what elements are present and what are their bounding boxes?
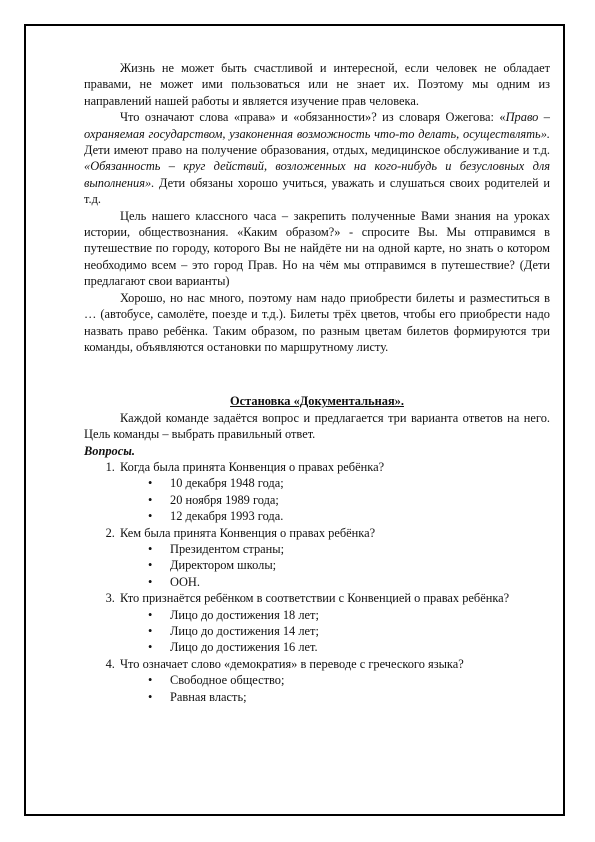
answer-option: • Лицо до достижения 14 лет;	[160, 623, 550, 639]
answer-option: • Директором школы;	[160, 557, 550, 573]
definition-duty: «Обязанность – круг действий, возложенных на кого-нибудь и безусловных для выполнения».	[84, 159, 550, 190]
answer-options	[120, 672, 550, 705]
question-text: Когда была принята Конвенция о правах ребёнка?	[120, 459, 385, 474]
paragraph-definitions	[84, 109, 550, 207]
question-text: Что означает слово «демократия» в переводе с греческого языка?	[120, 656, 464, 671]
paragraph-goal: Цель нашего классного часа – закрепить полученные Вами знания на уроках истории, обществознания. «Каким образом?» - спросите Вы. Мы отправимся в путешествие по городу, которого Вы не найдёте ни на одной карте, но знать о котором необходимо всем – это город Прав. Но на чём мы отправимся в путешествие? (Дети предлагают свои варианты)	[84, 208, 550, 289]
answer-options	[120, 541, 550, 590]
question-item	[118, 459, 550, 525]
answer-option: • Лицо до достижения 16 лет.	[160, 639, 550, 655]
question-item	[118, 590, 550, 656]
paragraph-intro: Жизнь не может быть счастливой и интересной, если человек не обладает правами, не может ими пользоваться или не знает их. Поэтому мы одним из направлений нашей работы и является изучение прав человека.	[84, 61, 550, 108]
answer-option: • 12 декабря 1993 года.	[160, 508, 550, 524]
stop-heading: Остановка «Документальная».	[230, 394, 404, 409]
answer-option: • Лицо до достижения 18 лет;	[160, 607, 550, 623]
answer-option: • Равная власть;	[160, 689, 550, 705]
questions-list	[84, 459, 550, 705]
definition-right: Право – охраняемая государством, узаконенная возможность что-то делать, осуществлять».	[84, 110, 550, 141]
definitions-right-examples: Дети имеют право на получение образования, отдых, медицинское обслуживание и т.д.	[84, 143, 550, 158]
question-item	[118, 525, 550, 591]
definitions-duty-examples: Дети обязаны хорошо учиться, уважать и слушаться своих родителей и т.д.	[84, 175, 550, 207]
answer-options	[120, 475, 550, 524]
question-item	[118, 656, 550, 705]
paragraph-tickets: Хорошо, но нас много, поэтому нам надо приобрести билеты и разместиться в … (автобусе, самолёте, поезде и т.д.). Билеты трёх цветов, чтобы его приобрести надо назвать право ребёнка. Таким образом, по разным цветам билетов формируются три команды, объявляются остановки по маршрутному листу.	[84, 290, 550, 354]
answer-option: • Президентом страны;	[160, 541, 550, 557]
section-spacer	[84, 355, 550, 393]
answer-option: • ООН.	[160, 574, 550, 590]
answer-option: • 20 ноября 1989 года;	[160, 492, 550, 508]
definitions-lead: Что означают слова «права» и «обязанности»? из словаря Ожегова: «	[120, 110, 506, 125]
answer-option: • Свободное общество;	[160, 672, 550, 688]
stop-description: Каждой команде задаётся вопрос и предлагается три варианта ответов на него. Цель команды – выбрать правильный ответ.	[84, 410, 550, 442]
answer-options	[120, 607, 550, 656]
document-body	[84, 60, 550, 705]
question-text: Кем была принята Конвенция о правах ребёнка?	[120, 525, 376, 540]
question-text: Кто признаётся ребёнком в соответствии с Конвенцией о правах ребёнка?	[120, 591, 510, 606]
questions-label: Вопросы.	[84, 443, 135, 458]
answer-option: • 10 декабря 1948 года;	[160, 475, 550, 491]
